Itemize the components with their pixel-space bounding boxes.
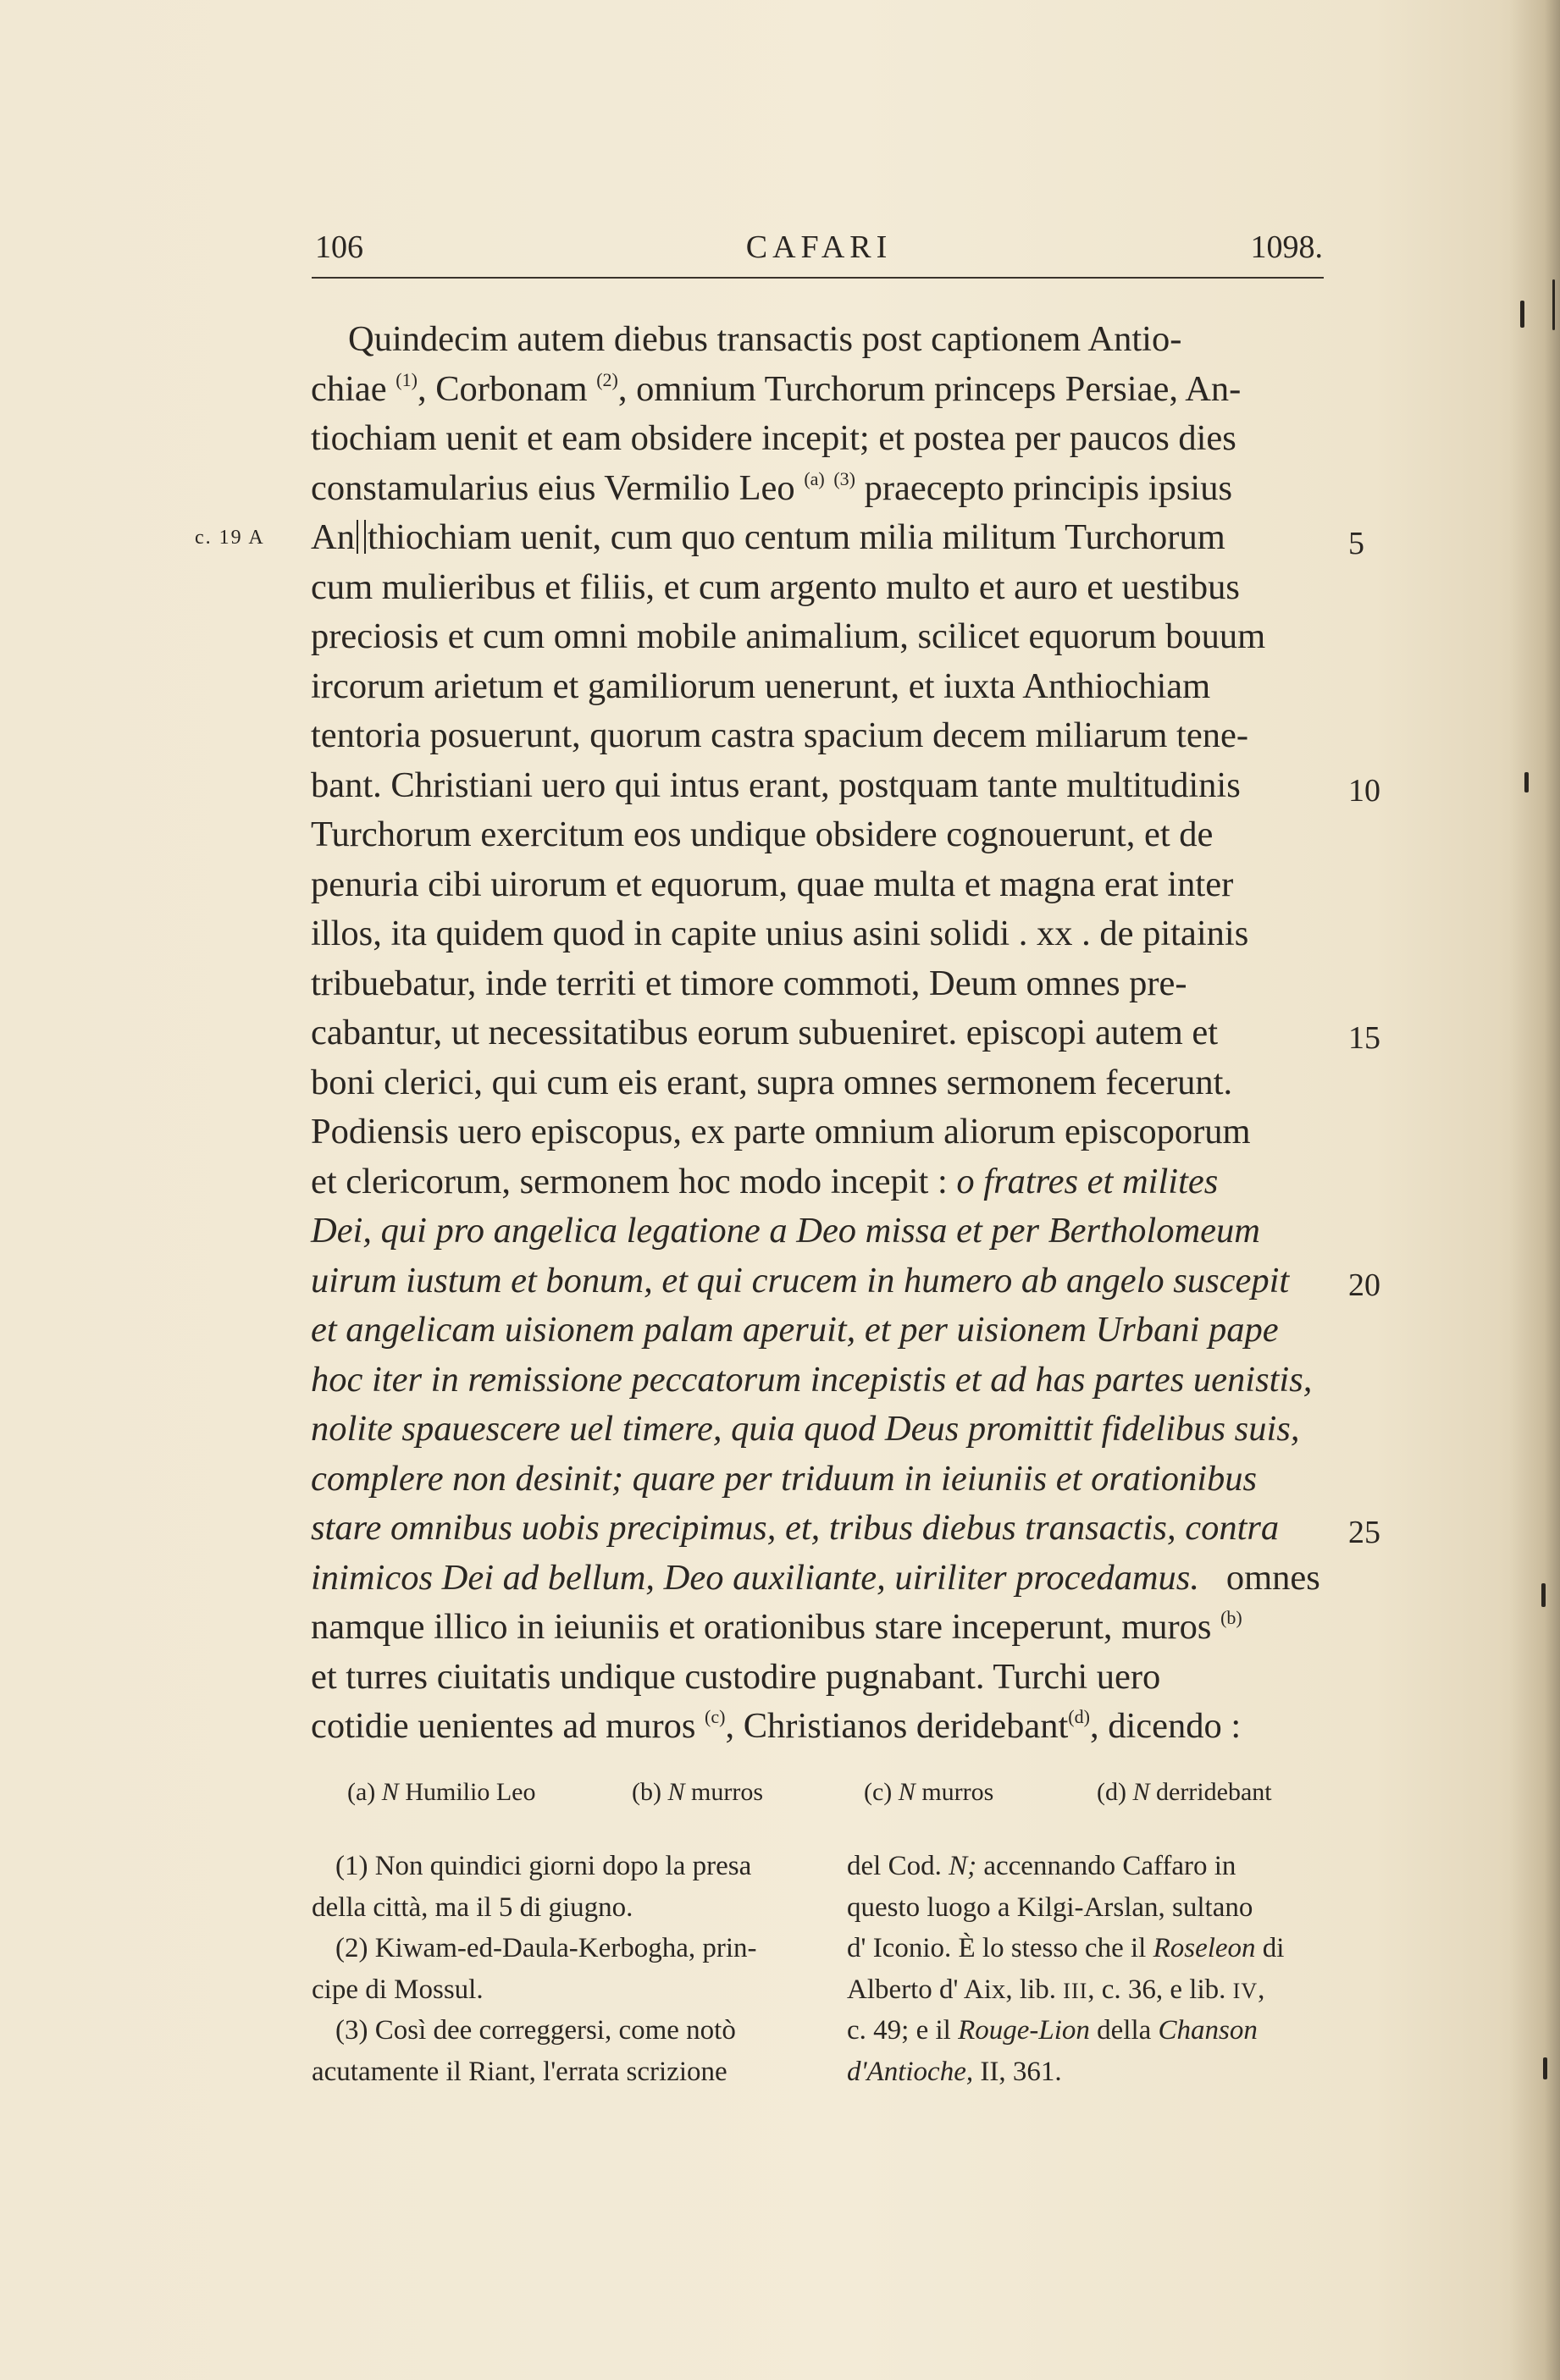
running-header <box>315 222 1323 273</box>
text-line: Turchorum exercitum eos undique obsidere cognouerunt, et de <box>311 815 1214 854</box>
page-edge-mark <box>1520 301 1524 328</box>
text-line: et turres ciuitatis undique custodire pugnabant. Turchi uero <box>311 1656 1161 1697</box>
text-line: penuria cibi uirorum et equorum, quae multa et magna erat inter <box>311 864 1234 904</box>
line-number: 10 <box>1348 773 1380 809</box>
footnote-line: questo luogo a Kilgi-Arslan, sultano <box>847 1891 1253 1923</box>
footnote-line: (1) Non quindici giorni dopo la presa <box>335 1851 752 1881</box>
header-year: 1098. <box>1250 229 1323 265</box>
variant-d: (d) N derridebant <box>1097 1778 1272 1806</box>
page-edge-mark <box>1524 772 1529 792</box>
variant-c: (c) N murros <box>864 1778 994 1806</box>
text-line: cotidie uenientes ad muros $^{(c)}$, Christianos deridebant$^{(d)}$, dicendo : <box>311 1706 1242 1746</box>
text-line: cum mulieribus et filiis, et cum argento multo et auro et uestibus <box>311 566 1240 607</box>
text-line: et angelicam uisionem palam aperuit, et per uisionem Urbani pape <box>311 1310 1279 1350</box>
text-line: illos, ita quidem quod in capite unius asini solidi . xx . de pitainis <box>311 914 1249 953</box>
margin-reference: c. 19 A <box>195 527 265 549</box>
text-line: tiochiam uenit et eam obsidere incepit; et postea per paucos dies <box>311 418 1236 458</box>
text-line: tribuebatur, inde territi et timore commoti, Deum omnes pre- <box>311 963 1187 1003</box>
line-number: 25 <box>1348 1515 1380 1550</box>
footnote-line: c. 49; e il Rouge-Lion della Chanson <box>847 2015 1258 2046</box>
text-line: uirum iustum et bonum, et qui crucem in humero ab angelo suscepit <box>311 1260 1290 1300</box>
footnote-line: cipe di Mossul. <box>312 1974 484 2005</box>
line-number: 15 <box>1348 1020 1380 1056</box>
variant-b: (b) N murros <box>632 1778 763 1806</box>
text-line: complere non desinit; quare per triduum in ieiuniis et orationibus <box>311 1458 1258 1499</box>
page-edge-mark <box>1543 2057 1547 2079</box>
footnotes-right <box>847 1846 1355 2092</box>
variant-ref: (a) <box>804 467 825 489</box>
text-line: namque illico in ieiuniis et orationibus stare inceperunt, muros $^{(b)}$ <box>311 1607 1242 1647</box>
text-line: ircorum arietum et gamiliorum uenerunt, et iuxta Anthiochiam <box>311 665 1211 706</box>
variant-ref: (d) <box>1068 1706 1090 1727</box>
text-line: bant. Christiani uero qui intus erant, postquam tante multitudinis <box>311 765 1241 805</box>
text-line: stare omnibus uobis precipimus, et, tribus diebus transactis, contra <box>311 1508 1280 1548</box>
text-line: chiae $^{(1)}$, Corbonam $^{(2)}$, omnium Turchorum princeps Persiae, An- <box>311 368 1242 409</box>
text-line: An thiochiam uenit, cum quo centum milia militum Turchorum <box>311 517 1225 557</box>
column-break-mark <box>357 520 366 554</box>
footnote-line: (2) Kiwam-ed-Daula-Kerbogha, prin- <box>335 1933 757 1963</box>
note-ref: (1) <box>396 368 418 390</box>
page-number: 106 <box>315 229 363 265</box>
header-rule <box>312 277 1324 279</box>
text-line: preciosis et cum omni mobile animalium, scilicet equorum bouum <box>311 616 1266 656</box>
footnote-line: del Cod. N; accennando Caffaro in <box>847 1851 1236 1881</box>
page-edge-mark <box>1552 279 1555 330</box>
text-line: cabantur, ut necessitatibus eorum subueniret. episcopi autem et <box>311 1013 1219 1052</box>
variant-ref: (c) <box>705 1706 726 1727</box>
text-line: nolite spauescere uel timere, quia quod Deus promittit fidelibus suis, <box>311 1409 1300 1449</box>
line-number: 20 <box>1348 1267 1380 1303</box>
footnote-line: d'Antioche, II, 361. <box>847 2056 1062 2087</box>
text-line: constamularius eius Vermilio Leo $^{(a)}$ $^{(3)}$ praecepto principis ipsius <box>311 467 1232 508</box>
footnote-line: d' Iconio. È lo stesso che il Roseleon di <box>847 1933 1285 1963</box>
text-line: Quindecim autem diebus transactis post captionem Antio- <box>348 319 1182 359</box>
text-line: et clericorum, sermonem hoc modo incepit : o fratres et milites <box>311 1161 1219 1201</box>
note-ref: (3) <box>833 467 856 489</box>
footnotes-left <box>312 1846 820 2092</box>
text-line: Dei, qui pro angelica legatione a Deo missa et per Bertholomeum <box>311 1211 1260 1251</box>
footnote-line: della città, ma il 5 di giugno. <box>312 1891 633 1923</box>
text-line: Podiensis uero episcopus, ex parte omnium aliorum episcoporum <box>311 1112 1251 1151</box>
variant-a: (a) N Humilio Leo <box>347 1778 536 1806</box>
footnote-line: acutamente il Riant, l'errata scrizione <box>312 2056 727 2087</box>
page-edge-mark <box>1541 1583 1546 1607</box>
page-edge-shadow <box>1509 0 1560 2380</box>
note-ref: (2) <box>596 368 618 390</box>
main-text <box>311 315 1337 1752</box>
running-title: CAFARI <box>745 229 893 265</box>
line-number: 5 <box>1348 526 1364 561</box>
text-line: boni clerici, qui cum eis erant, supra omnes sermonem fecerunt. <box>311 1062 1233 1102</box>
text-line: hoc iter in remissione peccatorum incepistis et ad has partes uenistis, <box>311 1359 1313 1400</box>
text-line: tentoria posuerunt, quorum castra spacium decem miliarum tene- <box>311 715 1248 755</box>
footnote-line: Alberto d' Aix, lib. III, c. 36, e lib. IV, <box>847 1974 1265 2005</box>
variant-ref: (b) <box>1220 1607 1242 1628</box>
text-line: inimicos Dei ad bellum, Deo auxiliante, uiriliter procedamus. omnes <box>311 1557 1320 1598</box>
footnote-line: (3) Così dee correggersi, come notò <box>335 2015 736 2046</box>
